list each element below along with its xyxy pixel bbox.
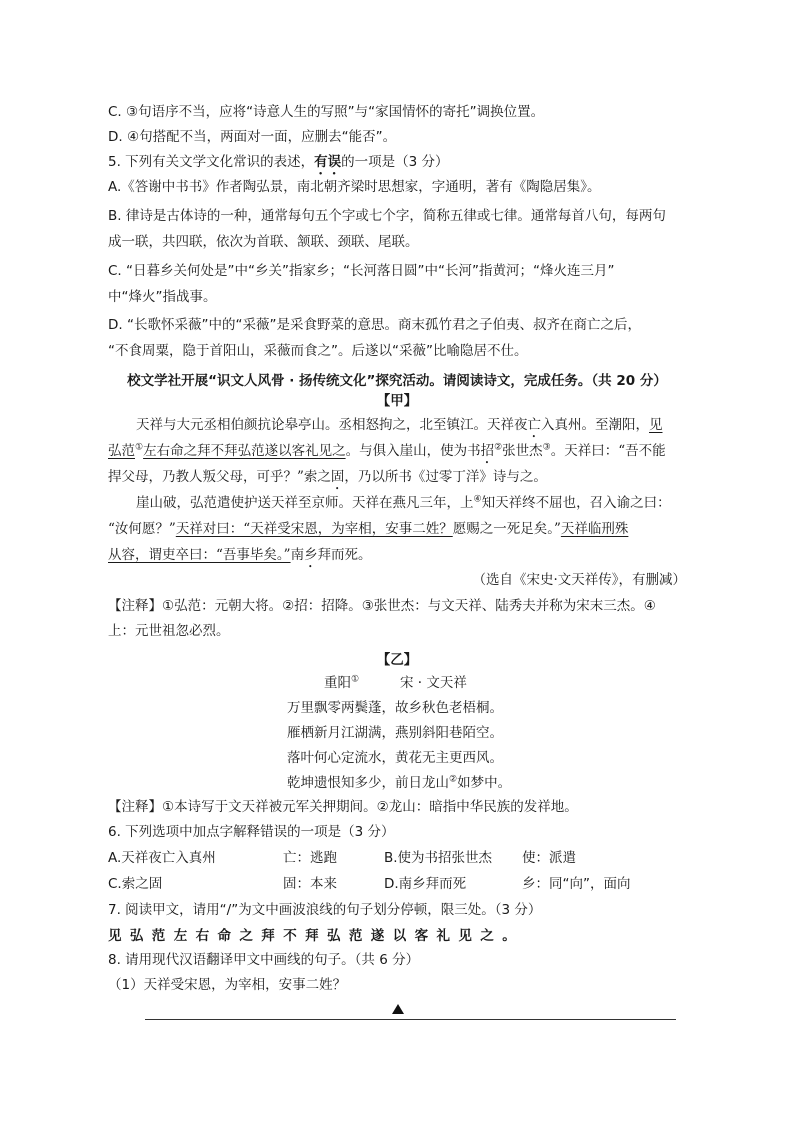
notes-jia-line1: 【注释】①弘范：元朝大将。②招：招降。③张世杰：与文天祥、陆秀夫并称为宋末三杰。④: [108, 598, 656, 614]
q7-sentence: 见弘范左右命之拜不拜弘范遂以客礼见之。: [108, 928, 525, 944]
notes-jia-line2: 上：元世祖忽必烈。: [108, 623, 230, 639]
emphasis-word: 有误: [314, 154, 342, 170]
q5-option-d-line2: “不食周粟，隐于首阳山，采薇而食之”。后遂以“采薇”比喻隐居不仕。: [108, 343, 528, 359]
q6-stem: 6. 下列选项中加点字解释错误的一项是（3 分）: [108, 824, 395, 840]
passage-jia-p1-line2: 弘范①左右命之拜不拜弘范遂以客礼见之。与俱入崖山，使为书招②张世杰③。天祥曰：“吾不能: [108, 442, 666, 459]
poem-author: 宋 · 文天祥: [400, 675, 467, 691]
q5-option-b-line2: 成一联，共四联，依次为首联、颔联、颈联、尾联。: [108, 234, 419, 250]
q5-option-c-line2: 中“烽火”指战事。: [108, 289, 217, 305]
poem-line-1: 万里飘零两鬓蓬，故乡秋色老梧桐。: [287, 700, 503, 716]
section-heading: 校文学社开展“识文人风骨 · 扬传统文化”探究活动。请阅读诗文，完成任务。（共 20 分）: [127, 373, 667, 389]
passage-jia-label: 【甲】: [376, 393, 418, 409]
passage-jia-p2-line2: “汝何愿？”天祥对曰：“天祥受宋恩，为宰相，安事二姓？愿赐之一死足矣。”天祥临刑殊: [108, 521, 629, 537]
q6-option-c: C.索之固: [108, 876, 163, 892]
answer-line: [145, 1019, 676, 1020]
q6-option-a: A.天祥夜亡入真州: [108, 850, 216, 866]
poem-line-4: 乾坤遗恨知多少，前日龙山②如梦中。: [287, 774, 512, 791]
notes-yi: 【注释】①本诗写于文天祥被元军关押期间。②龙山：暗指中华民族的发祥地。: [108, 799, 578, 815]
q5-stem: 5. 下列有关文学文化常识的表述，有误的一项是（3 分）: [108, 154, 449, 170]
passage-jia-p2-line3: 从容，谓吏卒曰：“吾事毕矣。”南乡拜而死。: [108, 547, 372, 563]
q6-option-c-def: 固：本来: [283, 876, 337, 892]
q4-option-d: D. ④句搭配不当，两面对一面，应删去“能否”。: [108, 129, 397, 145]
q8-stem: 8. 请用现代汉语翻译甲文中画线的句子。（共 6 分）: [108, 952, 420, 968]
q5-option-c-line1: C. “日暮乡关何处是”中“乡关”指家乡；“长河落日圆”中“长河”指黄河；“烽火连三月”: [108, 263, 615, 279]
q8-sub1: （1）天祥受宋恩，为宰相，安事二姓？: [108, 977, 347, 993]
passage-jia-p2-line1: 崖山破，弘范遣使护送天祥至京师。天祥在燕凡三年，上④知天祥终不屈也，召入谕之曰：: [136, 494, 671, 511]
passage-source: （选自《宋史·文天祥传》，有删减）: [472, 572, 686, 588]
q4-option-c: C. ③句语序不当，应将“诗意人生的写照”与“家国情怀的寄托”调换位置。: [108, 104, 545, 120]
q6-option-d-def: 乡：同“向”，面向: [522, 876, 631, 892]
passage-jia-p1-line1: 天祥与大元丞相伯颜抗论皋亭山。丞相怒拘之，北至镇江。天祥夜亡入真州。至潮阳，见: [136, 417, 663, 433]
q6-option-b-def: 使：派遣: [522, 850, 576, 866]
q6-option-a-def: 亡：逃跑: [283, 850, 337, 866]
poem-title: 重阳①: [324, 674, 360, 691]
q6-option-b: B.使为书招张世杰: [384, 850, 493, 866]
poem-line-3: 落叶何心定流水，黄花无主更西风。: [287, 750, 503, 766]
poem-line-2: 雁栖新月江湖满，燕别斜阳巷陌空。: [287, 725, 503, 741]
q5-option-d-line1: D. “长歌怀采薇”中的“采薇”是采食野菜的意思。商末孤竹君之子伯夷、叔齐在商亡之后，: [108, 317, 641, 333]
wavy-sentence: 左右命之拜不拜弘范遂以客礼见之: [143, 443, 346, 459]
q7-stem: 7. 阅读甲文，请用“/”为文中画波浪线的句子划分停顿，限三处。（3 分）: [108, 902, 542, 918]
q5-option-a: A.《答谢中书书》作者陶弘景，南北朝齐梁时思想家，字通明，著有《陶隐居集》。: [108, 179, 601, 195]
q5-option-b-line1: B. 律诗是古体诗的一种，通常每句五个字或七个字，简称五律或七律。通常每首八句，每两句: [108, 208, 666, 224]
passage-yi-label: 【乙】: [376, 652, 418, 668]
q6-option-d: D.南乡拜而死: [384, 876, 467, 892]
passage-jia-p1-line3: 捍父母，乃教人叛父母，可乎？”索之固，乃以所书《过零丁洋》诗与之。: [108, 469, 547, 485]
triangle-marker-icon: [392, 1004, 404, 1014]
